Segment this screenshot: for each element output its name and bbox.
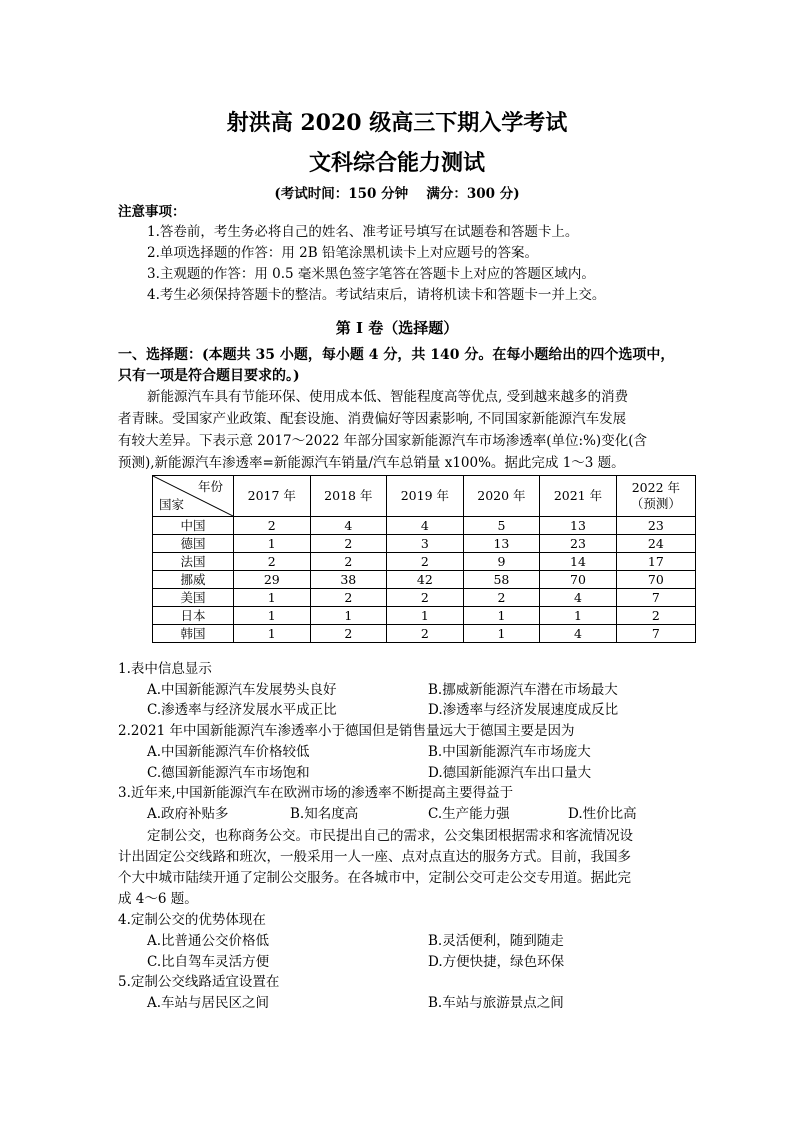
- passage2-line: 个大中城市陆续开通了定制公交服务。在各城市中，定制公交可走公交专用道。据此完: [118, 870, 631, 886]
- q4-option-a: A.比普通公交价格低: [147, 933, 270, 949]
- value-cell: 1: [234, 589, 311, 607]
- value-cell: 4: [387, 517, 464, 535]
- table-row: [153, 517, 696, 535]
- year-header: 2020 年: [463, 476, 540, 517]
- value-cell: 7: [616, 589, 695, 607]
- passage1-line: 新能源汽车具有节能环保、使用成本低、智能程度高等优点, 受到越来越多的消费: [147, 389, 629, 405]
- note-item: 4.考生必须保持答题卡的整洁。考试结束后，请将机读卡和答题卡一并上交。: [147, 287, 606, 303]
- q2-option-c: C.德国新能源汽车市场饱和: [147, 765, 310, 781]
- value-cell: 13: [540, 517, 617, 535]
- q4-option-c: C.比自驾车灵活方便: [147, 954, 270, 970]
- value-cell: 1: [234, 607, 311, 625]
- value-cell: 3: [387, 535, 464, 553]
- value-cell: 4: [310, 517, 387, 535]
- value-cell: 2: [387, 589, 464, 607]
- q4-option-b: B.灵活便利，随到随走: [428, 933, 564, 949]
- year-header: 2019 年: [387, 476, 464, 517]
- q5-stem: 5.定制公交线路适宜设置在: [118, 974, 280, 990]
- value-cell: 14: [540, 553, 617, 571]
- penetration-rate-table: [152, 475, 696, 643]
- value-cell: 1: [540, 607, 617, 625]
- exam-info: (考试时间：150 分钟 满分：300 分): [274, 186, 520, 202]
- value-cell: 13: [463, 535, 540, 553]
- value-cell: 5: [463, 517, 540, 535]
- year-header: [616, 476, 695, 517]
- q1-option-d: D.渗透率与经济发展速度成反比: [428, 702, 619, 718]
- q3-option-c: C.生产能力强: [428, 806, 510, 822]
- passage2-line: 计出固定公交线路和班次，一般采用一人一座、点对点直达的服务方式。目前，我国多: [118, 849, 631, 865]
- value-cell: 70: [540, 571, 617, 589]
- q3-stem: 3.近年来,中国新能源汽车在欧洲市场的渗透率不断提高主要得益于: [118, 785, 514, 801]
- country-cell: 法国: [153, 553, 234, 571]
- year-header: 2021 年: [540, 476, 617, 517]
- value-cell: 1: [463, 607, 540, 625]
- value-cell: 1: [234, 625, 311, 643]
- value-cell: 1: [234, 535, 311, 553]
- value-cell: 23: [616, 517, 695, 535]
- value-cell: 2: [310, 589, 387, 607]
- exam-title: 射洪高 2020 级高三下期入学考试: [226, 110, 568, 136]
- value-cell: 58: [463, 571, 540, 589]
- country-cell: 德国: [153, 535, 234, 553]
- table-row: [153, 571, 696, 589]
- table-corner-cell: [153, 476, 234, 517]
- q3-option-b: B.知名度高: [290, 806, 359, 822]
- value-cell: 2: [387, 553, 464, 571]
- value-cell: 9: [463, 553, 540, 571]
- q1-option-b: B.挪威新能源汽车潜在市场最大: [428, 682, 618, 698]
- note-item: 2.单项选择题的作答：用 2B 铅笔涂黑机读卡上对应题号的答案。: [147, 245, 538, 261]
- value-cell: 2: [616, 607, 695, 625]
- passage1-line: 有较大差异。下表示意 2017～2022 年部分国家新能源汽车市场渗透率(单位:%)变化(含: [118, 433, 647, 449]
- country-cell: 韩国: [153, 625, 234, 643]
- note-item: 3.主观题的作答：用 0.5 毫米黑色签字笔答在答题卡上对应的答题区域内。: [147, 266, 595, 282]
- q2-option-b: B.中国新能源汽车市场庞大: [428, 744, 591, 760]
- q1-option-a: A.中国新能源汽车发展势头良好: [147, 682, 337, 698]
- q2-option-a: A.中国新能源汽车价格较低: [147, 744, 310, 760]
- value-cell: 38: [310, 571, 387, 589]
- year-header: 2018 年: [310, 476, 387, 517]
- value-cell: 70: [616, 571, 695, 589]
- q1-stem: 1.表中信息显示: [118, 661, 212, 677]
- value-cell: 29: [234, 571, 311, 589]
- value-cell: 23: [540, 535, 617, 553]
- corner-country-label: 国家: [159, 497, 185, 512]
- year-header: 2017 年: [234, 476, 311, 517]
- table-row: [153, 607, 696, 625]
- passage1-line: 者青睐。受国家产业政策、配套设施、消费偏好等因素影响, 不同国家新能源汽车发展: [118, 411, 627, 427]
- corner-year-label: 年份: [197, 479, 223, 494]
- value-cell: 2: [234, 553, 311, 571]
- table-row: [153, 625, 696, 643]
- passage2-line: 成 4～6 题。: [118, 891, 198, 907]
- q5-option-a: A.车站与居民区之间: [147, 995, 270, 1011]
- value-cell: 2: [463, 589, 540, 607]
- passage1-line: 预测),新能源汽车渗透率=新能源汽车销量/汽车总销量 x100%。据此完成 1～3 题。: [118, 455, 625, 471]
- q5-option-b: B.车站与旅游景点之间: [428, 995, 564, 1011]
- value-cell: 1: [463, 625, 540, 643]
- passage2-line: 定制公交，也称商务公交。市民提出自己的需求，公交集团根据需求和客流情况设: [147, 828, 633, 844]
- notes-heading: 注意事项：: [118, 204, 186, 220]
- value-cell: 1: [387, 607, 464, 625]
- q4-option-d: D.方便快捷，绿色环保: [428, 954, 565, 970]
- exam-subtitle: 文科综合能力测试: [308, 150, 485, 176]
- value-cell: 24: [616, 535, 695, 553]
- country-cell: 挪威: [153, 571, 234, 589]
- table-header-row: [153, 476, 696, 517]
- value-cell: 17: [616, 553, 695, 571]
- year-header-line1: 2022 年: [631, 480, 681, 495]
- q3-option-d: D.性价比高: [568, 806, 637, 822]
- value-cell: 2: [310, 625, 387, 643]
- table-row: [153, 553, 696, 571]
- instruction-line-2: 只有一项是符合题目要求的。): [118, 368, 300, 384]
- q2-stem: 2.2021 年中国新能源汽车渗透率小于德国但是销售量远大于德国主要是因为: [118, 723, 575, 739]
- year-header-line2: （预测）: [630, 496, 681, 511]
- instruction-line-1: 一、选择题：(本题共 35 小题，每小题 4 分，共 140 分。在每小题给出的四个选项中，: [118, 347, 675, 363]
- q1-option-c: C.渗透率与经济发展水平成正比: [147, 702, 337, 718]
- table-row: [153, 535, 696, 553]
- q2-option-d: D.德国新能源汽车出口量大: [428, 765, 592, 781]
- value-cell: 2: [310, 535, 387, 553]
- q4-stem: 4.定制公交的优势体现在: [118, 912, 266, 928]
- value-cell: 42: [387, 571, 464, 589]
- value-cell: 4: [540, 589, 617, 607]
- value-cell: 1: [310, 607, 387, 625]
- value-cell: 2: [234, 517, 311, 535]
- country-cell: 美国: [153, 589, 234, 607]
- country-cell: 日本: [153, 607, 234, 625]
- value-cell: 2: [310, 553, 387, 571]
- value-cell: 2: [387, 625, 464, 643]
- section-title: 第 I 卷（选择题）: [335, 319, 459, 337]
- q3-option-a: A.政府补贴多: [147, 806, 229, 822]
- note-item: 1.答卷前，考生务必将自己的姓名、准考证号填写在试题卷和答题卡上。: [147, 224, 579, 240]
- value-cell: 7: [616, 625, 695, 643]
- value-cell: 4: [540, 625, 617, 643]
- country-cell: 中国: [153, 517, 234, 535]
- table-row: [153, 589, 696, 607]
